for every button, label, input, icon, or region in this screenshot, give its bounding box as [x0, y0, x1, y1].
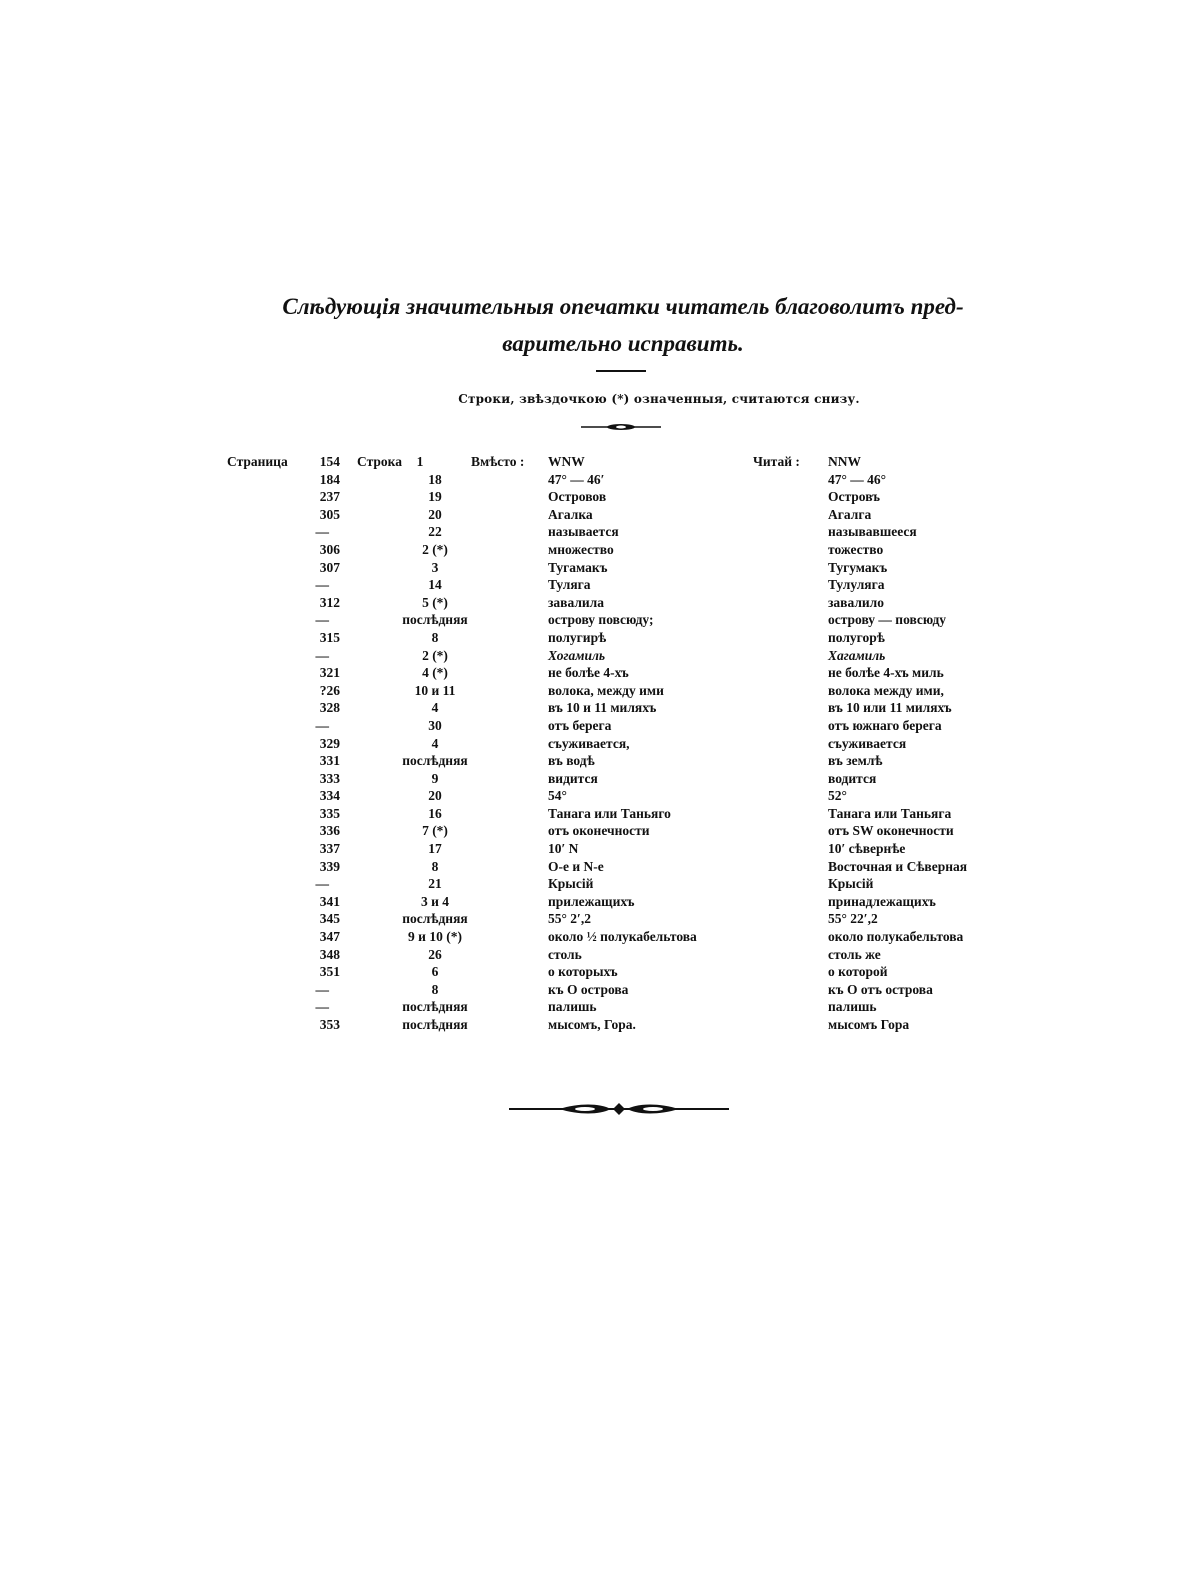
line-number: 4 (*)	[422, 665, 448, 681]
read-text: тожество	[828, 541, 884, 557]
instead-text: Тугамакъ	[548, 559, 608, 575]
instead-text: полугирѣ	[548, 629, 607, 645]
page-number: ?26	[319, 682, 340, 698]
page-number: 334	[319, 788, 340, 804]
line-number: 17	[428, 841, 442, 857]
read-text: мысомъ Гора	[828, 1017, 910, 1032]
errata-row	[0, 488, 1191, 506]
read-text: полугорѣ	[828, 629, 885, 645]
read-text: 52°	[828, 788, 847, 804]
line-number: послѣдняя	[402, 911, 468, 927]
instead-text: въ водѣ	[548, 753, 595, 769]
instead-text: палишь	[548, 999, 597, 1015]
errata-row	[0, 858, 1191, 876]
instead-text: Туляга	[548, 577, 591, 593]
read-text: Тулуляга	[828, 577, 885, 593]
page-number: 341	[319, 893, 340, 909]
page-number: 315	[319, 629, 340, 645]
errata-row	[0, 787, 1191, 805]
errata-table	[0, 453, 1191, 1034]
line-number: 5 (*)	[422, 594, 448, 610]
page-number: 306	[319, 541, 340, 557]
read-text: около полукабельтова	[828, 929, 964, 945]
errata-row	[0, 893, 1191, 911]
page-number: 335	[319, 805, 340, 821]
instead-text: Агалка	[548, 506, 593, 522]
instead-text: отъ берега	[548, 717, 612, 733]
read-text: палишь	[828, 999, 877, 1015]
instead-text: 10′ N	[548, 841, 579, 857]
line-label: Строка	[357, 454, 402, 469]
errata-row	[0, 453, 1191, 471]
read-text: съуживается	[828, 735, 907, 751]
instead-text: острову повсюду;	[548, 612, 654, 628]
read-text: острову — повсюду	[828, 612, 947, 628]
errata-row	[0, 1016, 1191, 1034]
line-number: 8	[431, 981, 439, 997]
instead-text: волока, между ими	[548, 682, 664, 698]
line-number: 22	[428, 524, 442, 540]
line-number: 26	[428, 946, 442, 962]
instead-text: отъ оконечности	[548, 823, 650, 839]
read-text: въ землѣ	[828, 753, 883, 769]
line-number: 2 (*)	[422, 647, 448, 663]
line-number: 10 и 11	[414, 682, 456, 698]
errata-row	[0, 752, 1191, 770]
instead-text: 54°	[548, 788, 567, 804]
line-number: 8	[431, 629, 439, 645]
title-rule	[596, 370, 646, 372]
read-text: къ О отъ острова	[828, 981, 933, 997]
instead-label: Вмѣсто :	[471, 454, 525, 469]
read-text: отъ SW оконечности	[828, 823, 954, 839]
page-number: 348	[319, 946, 340, 962]
line-number: 20	[428, 788, 442, 804]
errata-row	[0, 998, 1191, 1016]
instead-text: не болѣе 4-хъ	[548, 665, 629, 681]
line-number: 20	[428, 506, 442, 522]
errata-row	[0, 963, 1191, 981]
page-number: —	[315, 717, 329, 733]
line-number: 9 и 10 (*)	[408, 929, 462, 945]
page-number: —	[315, 524, 329, 540]
instead-text: 55° 2′,2	[548, 911, 591, 927]
page-number: 184	[319, 471, 340, 487]
read-text: 55° 22′,2	[828, 911, 878, 927]
errata-title-line-2: варительно исправить.	[502, 331, 744, 356]
instead-text: O-е и N-е	[548, 858, 604, 874]
page-number: 328	[319, 700, 340, 716]
errata-row	[0, 611, 1191, 629]
read-text: 10′ сѣвернѣе	[828, 841, 906, 857]
page-number: 321	[319, 665, 340, 681]
instead-text: называется	[548, 524, 619, 540]
instead-text: столь	[548, 946, 582, 962]
errata-row	[0, 594, 1191, 612]
page-number: —	[315, 612, 329, 628]
instead-text: Крысій	[548, 876, 594, 892]
end-ornament-icon	[509, 1102, 729, 1116]
read-text: отъ южнаго берега	[828, 717, 942, 733]
instead-text: WNW	[548, 454, 585, 469]
read-text: 47° — 46°	[828, 471, 887, 487]
instead-text: множество	[548, 541, 614, 557]
line-number: 1	[416, 454, 424, 469]
errata-row	[0, 682, 1191, 700]
errata-row	[0, 805, 1191, 823]
page-label: Страница	[227, 454, 288, 469]
read-text: Танага или Таньяга	[828, 805, 952, 821]
line-number: 4	[431, 700, 439, 716]
page-number: 351	[319, 964, 340, 980]
page-number: 353	[319, 1017, 340, 1032]
instead-text: съуживается,	[548, 735, 630, 751]
errata-row	[0, 735, 1191, 753]
errata-row	[0, 664, 1191, 682]
instead-text: около ½ полукабельтова	[548, 929, 697, 945]
instead-text: о которыхъ	[548, 964, 618, 980]
errata-row	[0, 875, 1191, 893]
errata-row	[0, 928, 1191, 946]
small-ornament-icon	[581, 422, 661, 432]
read-text: Агалга	[828, 506, 872, 522]
instead-text: Хогамиль	[548, 647, 606, 663]
line-number: 8	[431, 858, 439, 874]
instead-text: Танага или Таньяго	[548, 805, 671, 821]
line-number: послѣдняя	[402, 753, 468, 769]
page-number: —	[315, 999, 329, 1015]
errata-row	[0, 981, 1191, 999]
instead-text: видится	[548, 770, 598, 786]
errata-row	[0, 629, 1191, 647]
errata-title	[228, 288, 1018, 362]
errata-row	[0, 647, 1191, 665]
errata-note: Строки, звѣздочкою (*) означенныя, считаются снизу.	[458, 392, 860, 406]
read-text: Восточная и Сѣверная	[828, 858, 968, 874]
errata-row	[0, 576, 1191, 594]
page-number: 307	[319, 559, 340, 575]
errata-row	[0, 541, 1191, 559]
page-number: 333	[319, 770, 340, 786]
instead-text: 47° — 46′	[548, 471, 605, 487]
page-number: 237	[319, 489, 340, 505]
errata-row	[0, 699, 1191, 717]
errata-row	[0, 822, 1191, 840]
page-number: —	[315, 876, 329, 892]
instead-text: въ 10 и 11 миляхъ	[548, 700, 657, 716]
page-number: —	[315, 647, 329, 663]
errata-row	[0, 946, 1191, 964]
read-text: столь же	[828, 946, 881, 962]
page-number: 329	[319, 735, 340, 751]
page-number: 305	[319, 506, 340, 522]
read-text: NNW	[828, 454, 861, 469]
line-number: 4	[431, 735, 439, 751]
instead-text: завалила	[548, 594, 605, 610]
instead-text: къ О острова	[548, 981, 629, 997]
errata-row	[0, 910, 1191, 928]
page-number: 331	[319, 753, 340, 769]
read-text: завалило	[828, 594, 885, 610]
read-text: о которой	[828, 964, 888, 980]
line-number: 16	[428, 805, 442, 821]
errata-title-line-1: Слѣдующія значительныя опечатки читатель благоволитъ пред-	[282, 294, 964, 319]
line-number: 3	[431, 559, 439, 575]
errata-row	[0, 717, 1191, 735]
page-number: 312	[319, 594, 340, 610]
read-label: Читай :	[753, 454, 800, 469]
instead-text: мысомъ, Гора.	[548, 1017, 636, 1032]
page-number: 339	[319, 858, 340, 874]
errata-row	[0, 840, 1191, 858]
errata-row	[0, 506, 1191, 524]
line-number: 18	[428, 471, 442, 487]
instead-text: Островов	[548, 489, 607, 505]
errata-row	[0, 471, 1191, 489]
page-number: —	[315, 577, 329, 593]
read-text: водится	[828, 770, 877, 786]
page-number: 154	[319, 454, 340, 469]
read-text: называвшееся	[828, 524, 917, 540]
page-number: 345	[319, 911, 340, 927]
line-number: послѣдняя	[402, 1017, 468, 1032]
read-text: принадлежащихъ	[828, 893, 936, 909]
line-number: 9	[431, 770, 439, 786]
instead-text: прилежащихъ	[548, 893, 635, 909]
read-text: волока между ими,	[828, 682, 944, 698]
line-number: 2 (*)	[422, 541, 448, 557]
page-number: 336	[319, 823, 340, 839]
read-text: въ 10 или 11 миляхъ	[828, 700, 952, 716]
errata-row	[0, 770, 1191, 788]
line-number: послѣдняя	[402, 612, 468, 628]
errata-row	[0, 559, 1191, 577]
read-text: не болѣе 4-хъ миль	[828, 665, 944, 681]
read-text: Островъ	[828, 489, 881, 505]
line-number: 30	[428, 717, 442, 733]
line-number: 19	[428, 489, 442, 505]
page-number: 337	[319, 841, 340, 857]
line-number: послѣдняя	[402, 999, 468, 1015]
line-number: 7 (*)	[422, 823, 448, 839]
read-text: Тугумакъ	[828, 559, 888, 575]
line-number: 14	[428, 577, 442, 593]
read-text: Хагамиль	[828, 647, 886, 663]
page-number: 347	[319, 929, 340, 945]
line-number: 3 и 4	[420, 893, 450, 909]
line-number: 6	[431, 964, 439, 980]
page-number: —	[315, 981, 329, 997]
line-number: 21	[428, 876, 442, 892]
errata-row	[0, 523, 1191, 541]
read-text: Крысій	[828, 876, 874, 892]
